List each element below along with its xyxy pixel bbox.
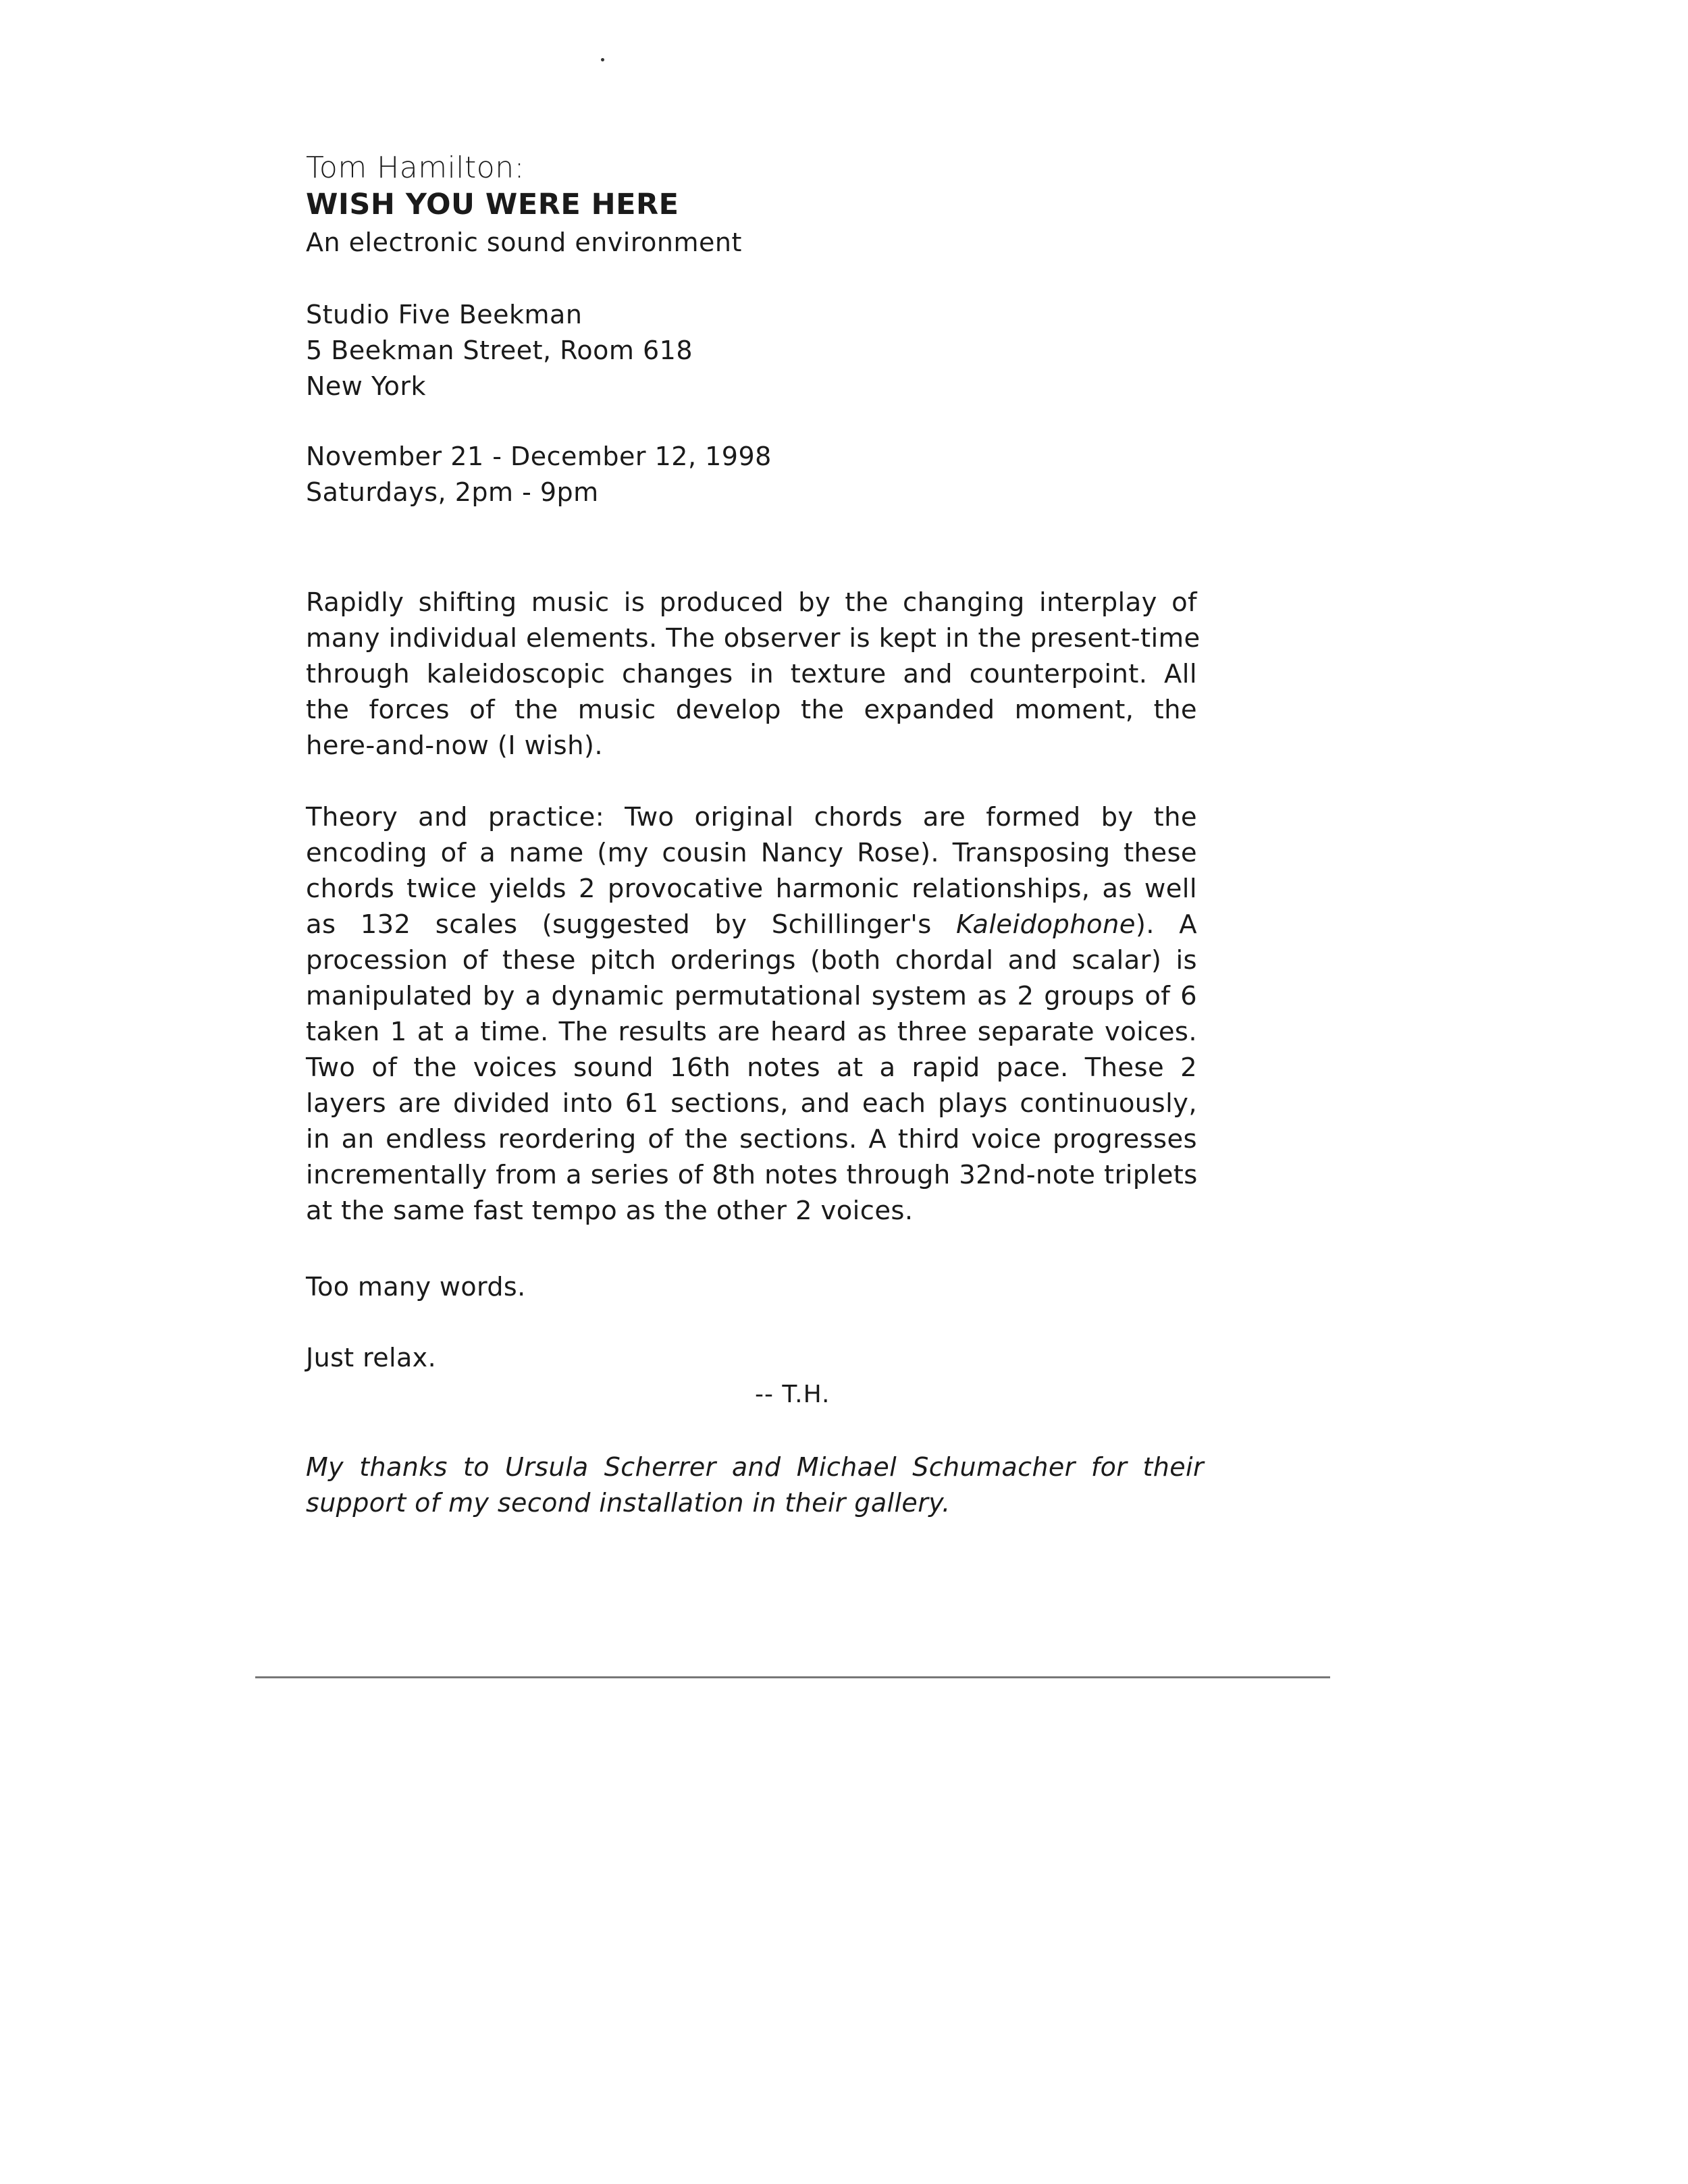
paragraph-line: encoding of a name (my cousin Nancy Rose). Transposing these (306, 838, 1197, 868)
paragraph-line-with-italic (306, 907, 1197, 942)
paragraph-line: procession of these pitch orderings (both chordal and scalar) is (306, 945, 1197, 976)
paragraph-line: many individual elements. The observer is kept in the present-time (306, 623, 1201, 654)
description-paragraph (306, 585, 1201, 764)
line-text: as 132 scales (suggested by Schillinger's (306, 909, 957, 940)
paragraph-line: Theory and practice: Two original chords are formed by the (306, 802, 1197, 832)
paragraph-line: through kaleidoscopic changes in texture and counterpoint. All (306, 659, 1197, 689)
venue-street: 5 Beekman Street, Room 618 (306, 336, 693, 365)
venue-city: New York (306, 371, 427, 401)
closing-line-2: Just relax. (306, 1343, 437, 1373)
artist-name: Tom Hamilton: (306, 151, 525, 185)
schedule-block (306, 439, 772, 510)
venue-name: Studio Five Beekman (306, 300, 583, 329)
work-subtitle: An electronic sound environment (306, 228, 742, 257)
acknowledgement-line: support of my second installation in their gallery. (306, 1488, 951, 1518)
paragraph-line: chords twice yields 2 provocative harmonic relationships, as well (306, 874, 1197, 904)
line-text: ). A (1135, 909, 1197, 940)
paragraph-line: taken 1 at a time. The results are heard as three separate voices. (306, 1017, 1197, 1047)
acknowledgement-line: My thanks to Ursula Scherrer and Michael Schumacher for their (306, 1452, 1204, 1482)
acknowledgement (306, 1449, 1204, 1521)
theory-paragraph (306, 799, 1197, 1229)
closing-line-1: Too many words. (306, 1272, 526, 1302)
paragraph-line: Two of the voices sound 16th notes at a rapid pace. These 2 (306, 1053, 1197, 1083)
schedule-dates: November 21 - December 12, 1998 (306, 442, 772, 471)
paragraph-line: in an endless reordering of the sections. A third voice progresses (306, 1124, 1197, 1154)
horizontal-rule (255, 1676, 1330, 1678)
paragraph-line: at the same fast tempo as the other 2 voices. (306, 1196, 914, 1226)
paragraph-line: layers are divided into 61 sections, and each plays continuously, (306, 1088, 1197, 1119)
paragraph-line: manipulated by a dynamic permutational system as 2 groups of 6 (306, 981, 1197, 1011)
paragraph-line: here-and-now (I wish). (306, 730, 603, 761)
kaleidophone-title: Kaleidophone (956, 909, 1136, 940)
work-title: WISH YOU WERE HERE (306, 188, 679, 221)
paragraph-line: Rapidly shifting music is produced by the changing interplay of (306, 587, 1197, 618)
venue-block (306, 297, 693, 404)
signature: -- T.H. (755, 1381, 830, 1408)
paragraph-line: incrementally from a series of 8th notes through 32nd-note triplets (306, 1160, 1198, 1190)
scan-speck (601, 58, 604, 61)
schedule-hours: Saturdays, 2pm - 9pm (306, 477, 599, 507)
paragraph-line: the forces of the music develop the expanded moment, the (306, 695, 1197, 725)
